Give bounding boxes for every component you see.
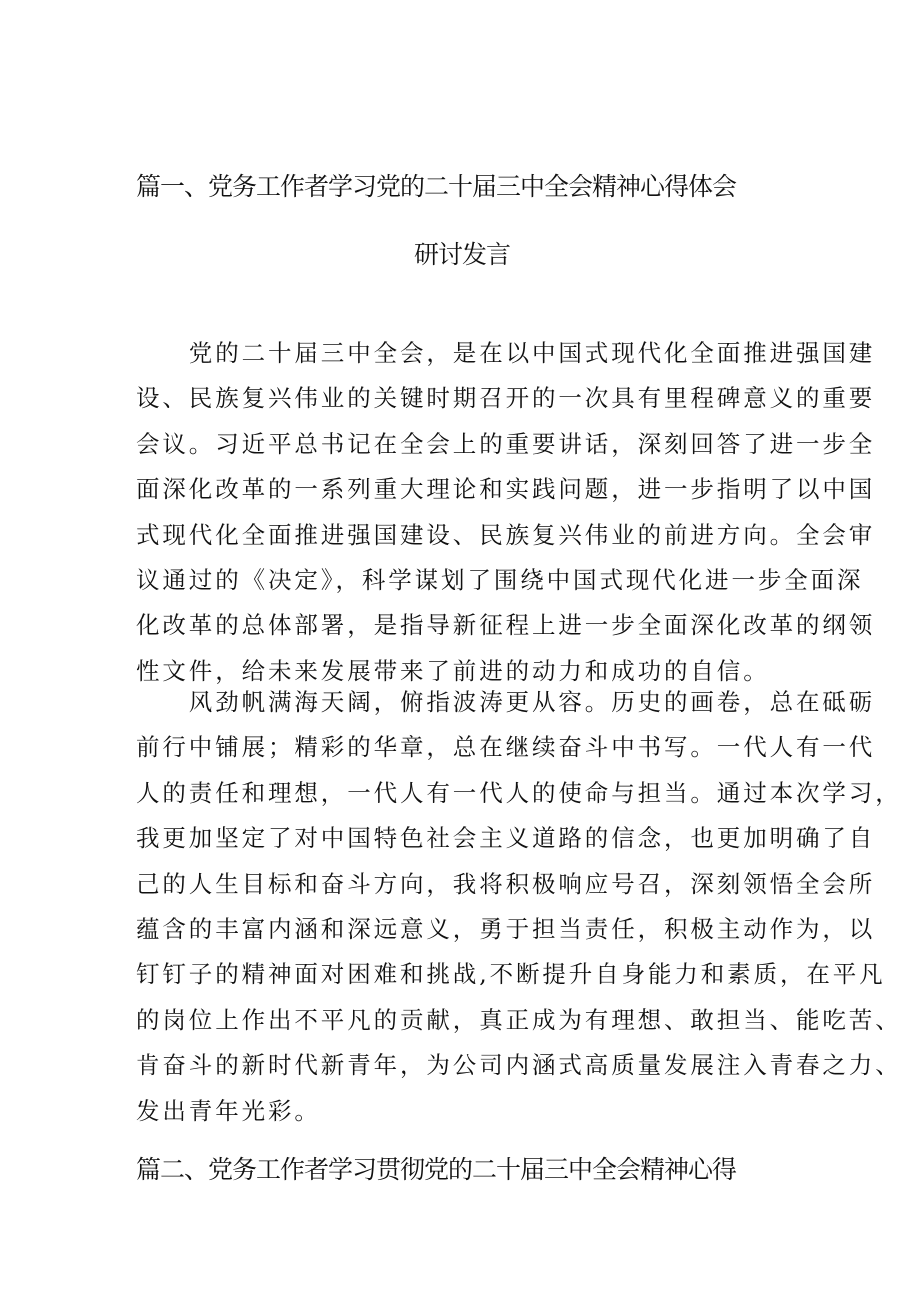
paragraph-line: 会议。习近平总书记在全会上的重要讲话，深刻回答了进一步全 bbox=[136, 429, 876, 458]
paragraph-line: 前行中铺展；精彩的华章，总在继续奋斗中书写。一代人有一代 bbox=[136, 733, 876, 762]
paragraph-line: 蕴含的丰富内涵和深远意义，勇于担当责任，积极主动作为，以 bbox=[136, 914, 876, 943]
section1-paragraph-1 bbox=[136, 331, 876, 694]
paragraph-line: 钉钉子的精神面对困难和挑战,不断提升自身能力和素质，在平凡 bbox=[136, 960, 886, 989]
paragraph-line: 面深化改革的一系列重大理论和实践问题，进一步指明了以中国 bbox=[136, 475, 876, 504]
paragraph-line: 设、民族复兴伟业的关键时期召开的一次具有里程碑意义的重要 bbox=[136, 384, 876, 413]
paragraph-line: 人的责任和理想，一代人有一代人的使命与担当。通过本次学习， bbox=[136, 778, 902, 807]
paragraph-line: 议通过的《决定》，科学谋划了围绕中国式现代化进一步全面深 bbox=[136, 565, 864, 594]
paragraph-line: 己的人生目标和奋斗方向，我将积极响应号召，深刻领悟全会所 bbox=[136, 869, 876, 898]
paragraph-line: 发出青年光彩。 bbox=[136, 1096, 321, 1125]
section1-subtitle: 研讨发言 bbox=[413, 240, 510, 269]
section1-title: 篇一、党务工作者学习党的二十届三中全会精神心得体会 bbox=[136, 172, 737, 201]
section1-paragraph-2 bbox=[136, 680, 902, 1134]
paragraph-line: 式现代化全面推进强国建设、民族复兴伟业的前进方向。全会审 bbox=[136, 520, 876, 549]
paragraph-line: 党的二十届三中全会，是在以中国式现代化全面推进强国建 bbox=[136, 339, 876, 367]
paragraph-line: 风劲帆满海天阔，俯指波涛更从容。历史的画卷，总在砥砺 bbox=[136, 688, 876, 716]
paragraph-line: 化改革的总体部署，是指导新征程上进一步全面深化改革的纲领 bbox=[136, 611, 876, 640]
section2-title: 篇二、党务工作者学习贯彻党的二十届三中全会精神心得 bbox=[136, 1155, 737, 1184]
paragraph-line: 肯奋斗的新时代新青年，为公司内涵式高质量发展注入青春之力、 bbox=[136, 1051, 902, 1080]
paragraph-line: 的岗位上作出不平凡的贡献，真正成为有理想、敢担当、能吃苦、 bbox=[136, 1005, 902, 1034]
paragraph-line: 性文件，给未来发展带来了前进的动力和成功的自信。 bbox=[136, 656, 770, 685]
paragraph-line: 我更加坚定了对中国特色社会主义道路的信念，也更加明确了自 bbox=[136, 824, 876, 853]
